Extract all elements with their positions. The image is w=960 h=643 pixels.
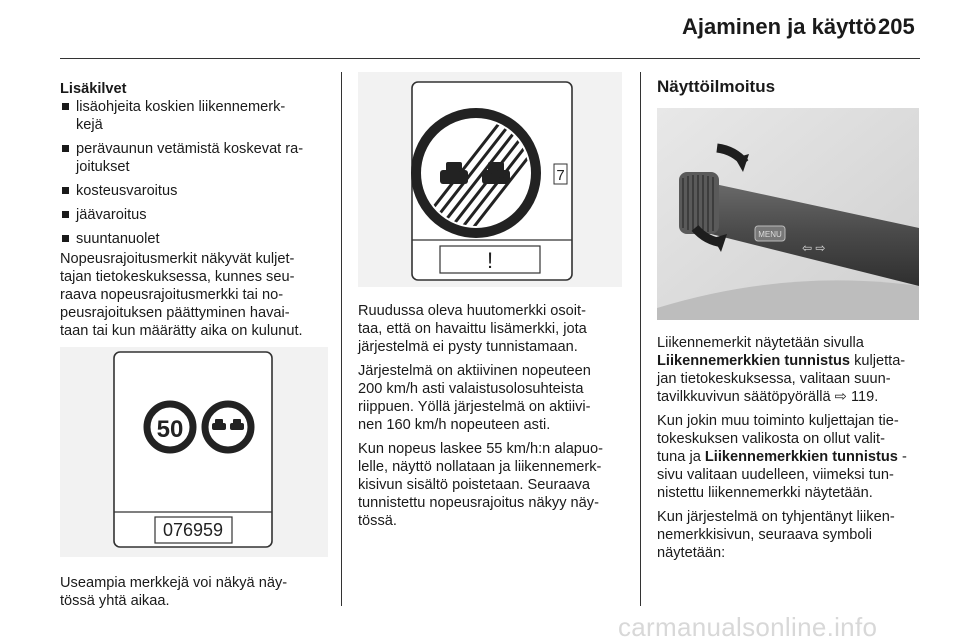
header-rule	[60, 58, 920, 59]
display-code: 076959	[162, 520, 224, 540]
figure-end-of-no-overtaking	[358, 72, 622, 287]
paragraph: Järjestelmä on aktiivinen nopeuteen 200 km/h asti valaistusolosuhteista riippuen. Yöllä järjestelmä on aktiivi- nen 160 km/h nopeuteen asti.	[358, 363, 591, 433]
page-reference-link[interactable]: ⇨ 119.	[834, 389, 879, 405]
paragraph: Kun jokin muu toiminto kuljettajan tie- tokeskuksen valikosta on ollut valit- tuna ja Liikennemerkkien tunnistus - sivu valitaan uudelleen, viimeksi tun- nistettu liikennemerkki näytetään.	[657, 413, 907, 501]
list-item: kosteusvaroitus	[60, 182, 332, 200]
figure-speed-limit-display	[60, 347, 328, 557]
list-item: jäävaroitus	[60, 206, 332, 224]
additional-signs-heading: Lisäkilvet	[60, 81, 127, 97]
turn-signal-arrows-icon: ⇦ ⇨	[802, 241, 826, 255]
watermark: carmanualsonline.info	[618, 612, 878, 642]
left-caption: Useampia merkkejä voi näkyä näy- tössä yhtä aikaa.	[60, 575, 288, 609]
page-number: 205	[878, 14, 915, 39]
paragraph: Ruudussa oleva huutomerkki osoit- taa, että on havaittu lisämerkki, jota järjestelmä ei pysty tunnistamaan.	[358, 303, 587, 355]
left-column	[60, 80, 332, 346]
paragraph: Kun nopeus laskee 55 km/h:n alapuo- lelle, näyttö nollataan ja liikennemerk- kisivun sisältö poistetaan. Seuraava tunnistettu nopeusrajoitus näkyy näy- tössä.	[358, 441, 604, 529]
menu-button-label: MENU	[758, 230, 782, 239]
speed-limit-paragraph: Nopeusrajoitusmerkit näkyvät kuljet- tajan tietokeskuksessa, kunnes seu- raava nopeusrajoitusmerkki tai no- peusrajoituksen päättyminen havai- taan tai kun määrätty aika on kulunut.	[60, 251, 303, 339]
paragraph: Kun järjestelmä on tyhjentänyt liiken- nemerkkisivun, seuraava symboli näytetään:	[657, 509, 895, 561]
end-restriction-sign-icon	[416, 113, 536, 233]
right-heading-wrap	[657, 78, 927, 96]
bullet-list	[60, 98, 332, 248]
lever-illustration	[657, 108, 919, 320]
list-item: perävaunun vetämistä koskevat ra- joitukset	[60, 140, 332, 176]
list-item: suuntanuolet	[60, 230, 332, 248]
list-item: lisäohjeita koskien liikennemerk- kejä	[60, 98, 332, 134]
page-header-title: Ajaminen ja käyttö	[682, 14, 877, 39]
display-notification-heading: Näyttöilmoitus	[657, 77, 776, 96]
figure-turn-signal-lever	[657, 108, 919, 320]
end-sign-illustration	[358, 72, 622, 287]
paragraph: Liikennemerkit näytetään sivulla Liikennemerkkien tunnistus kuljetta- jan tietokeskuksessa, valitaan suun- tavilkkuvivun säätöpyörällä ⇨ 119.	[657, 335, 906, 405]
column-divider-1	[341, 72, 342, 606]
no-overtaking-sign-icon	[205, 404, 251, 450]
display-illustration	[60, 347, 328, 557]
exclamation-icon: !	[486, 248, 494, 273]
figure-number: 7	[556, 167, 565, 184]
middle-column-text	[358, 302, 628, 536]
speed-limit-value: 50	[156, 416, 184, 443]
column-divider-2	[640, 72, 641, 606]
right-column-text	[657, 334, 929, 568]
